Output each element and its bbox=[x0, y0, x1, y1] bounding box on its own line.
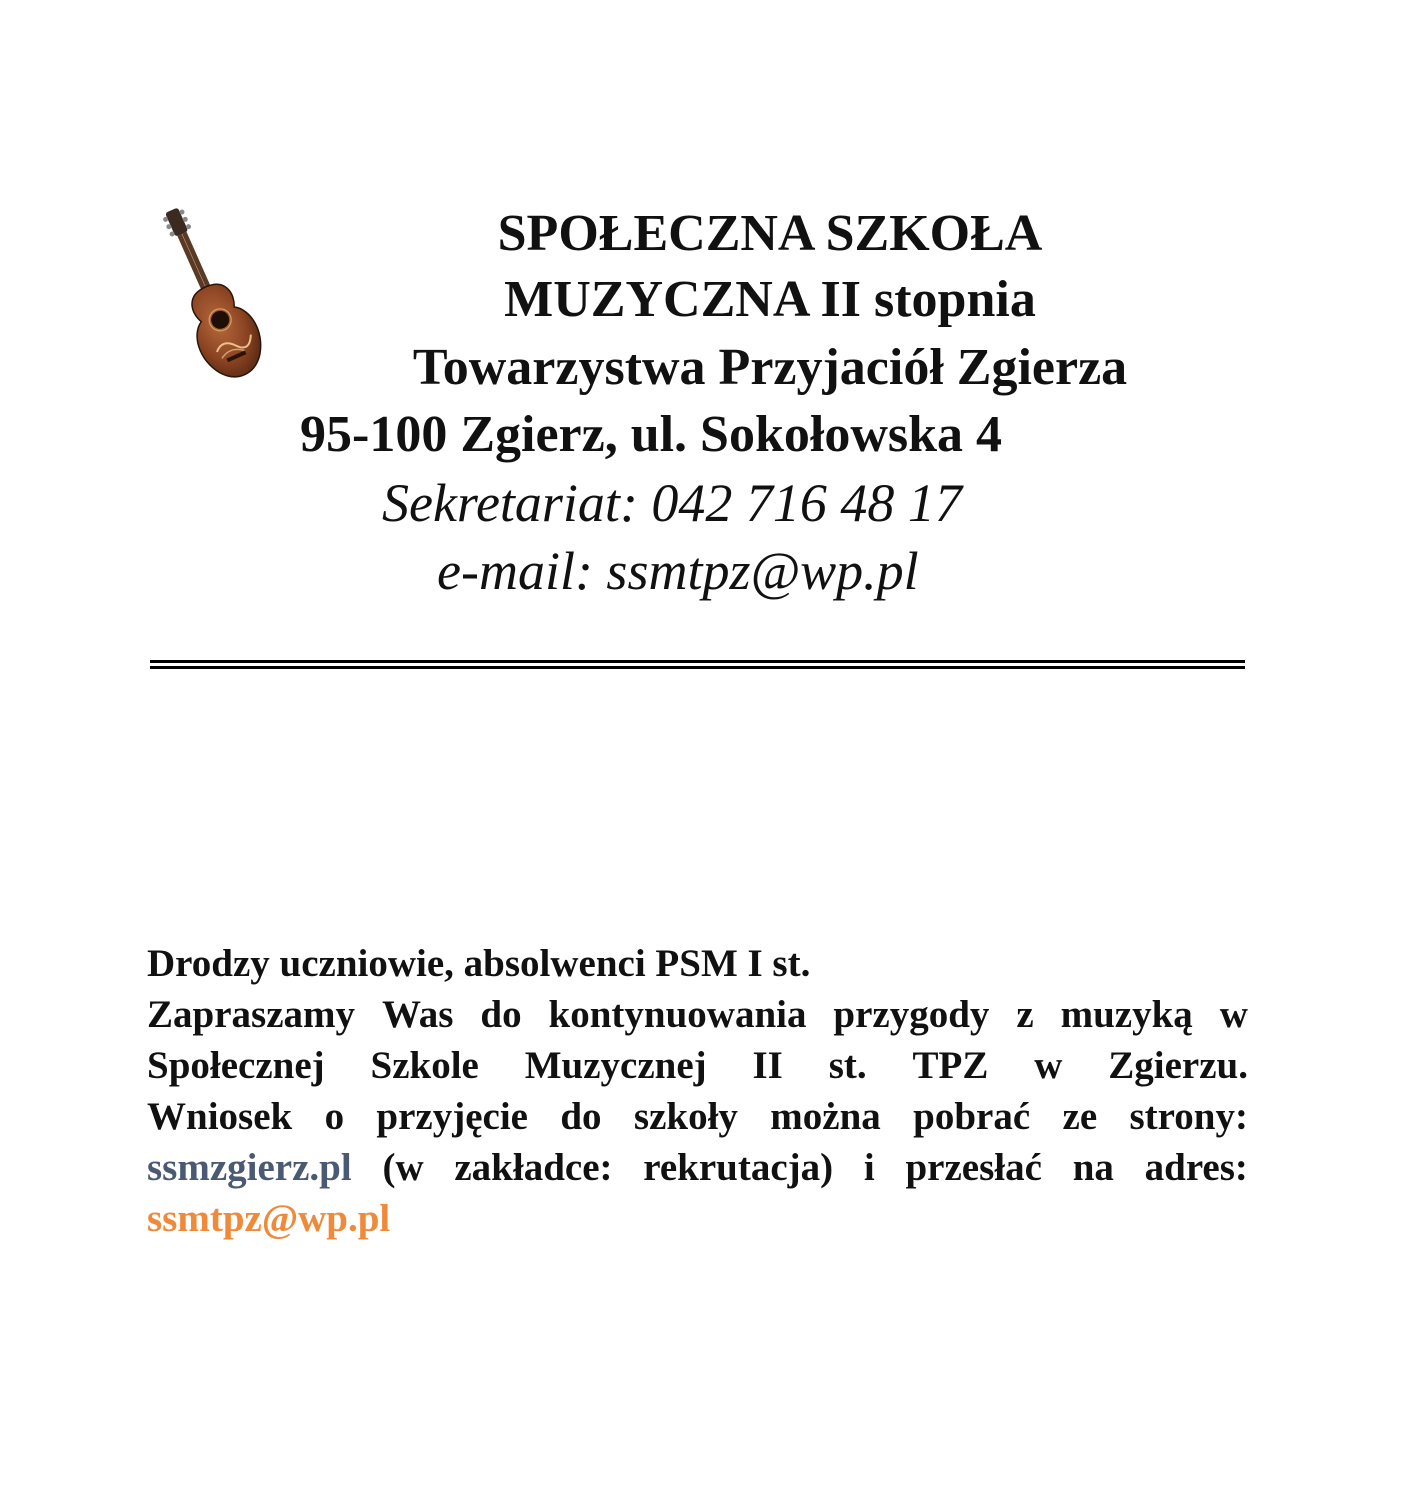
school-name-line-1: SPOŁECZNA SZKOŁA bbox=[497, 205, 1043, 262]
school-name-line-2: MUZYCZNA II stopnia bbox=[504, 271, 1036, 328]
secretariat-phone: Sekretariat: 042 716 48 17 bbox=[382, 473, 962, 533]
school-organization: Towarzystwa Przyjaciół Zgierza bbox=[412, 339, 1128, 396]
body-line-2: Zapraszamy Was do kontynuowania przygody z muzyką w bbox=[147, 993, 1248, 1036]
body-line-4: Wniosek o przyjęcie do szkoły można pobrać ze strony: bbox=[147, 1095, 1248, 1138]
guitar-logo-icon bbox=[148, 200, 273, 395]
header-divider bbox=[150, 660, 1245, 669]
greeting-line: Drodzy uczniowie, absolwenci PSM I st. bbox=[147, 942, 811, 985]
website-link[interactable]: ssmzgierz.pl bbox=[147, 1146, 352, 1189]
school-address: 95-100 Zgierz, ul. Sokołowska 4 bbox=[300, 406, 1003, 463]
body-line-5: ssmzgierz.pl (w zakładce: rekrutacja) i przesłać na adres: bbox=[147, 1142, 1248, 1193]
header-email: e-mail: ssmtpz@wp.pl bbox=[437, 541, 919, 601]
invitation-text bbox=[147, 938, 1248, 1244]
body-line-3: Społecznej Szkole Muzycznej II st. TPZ w Zgierzu. bbox=[147, 1044, 1248, 1087]
email-link[interactable]: ssmtpz@wp.pl bbox=[147, 1197, 391, 1240]
